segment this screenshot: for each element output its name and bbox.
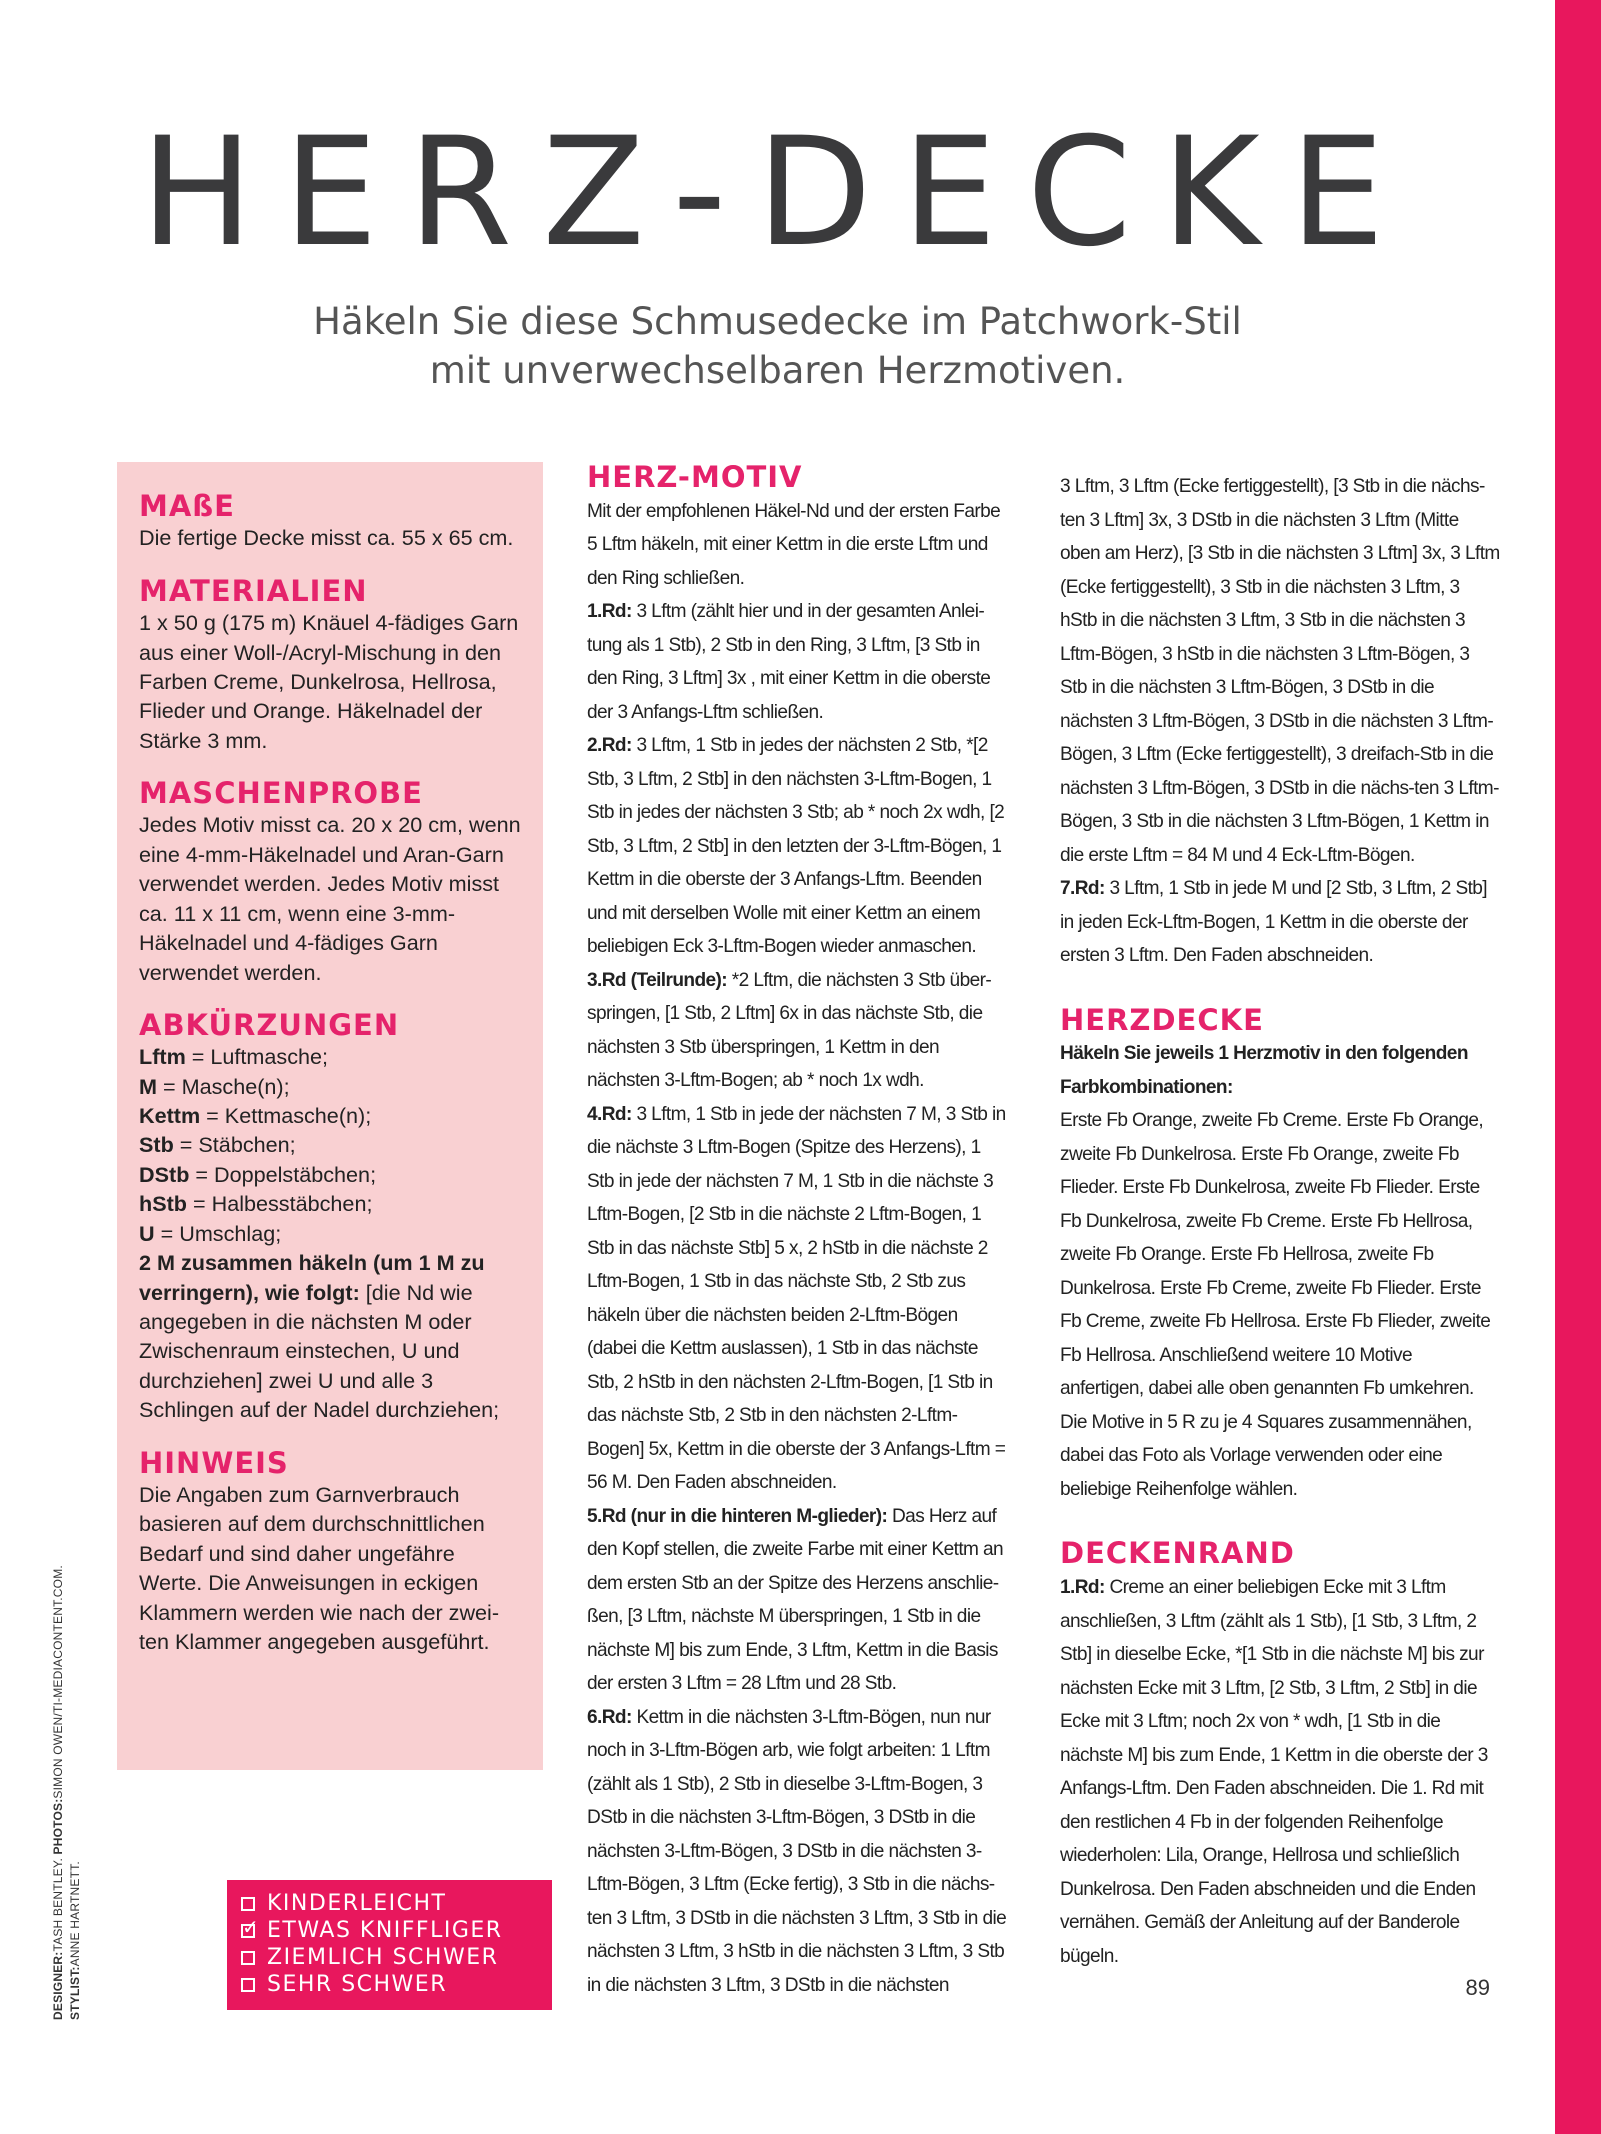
abbreviation-item: U = Umschlag; xyxy=(139,1220,282,1246)
round-paragraph: 7.Rd: 3 Lftm, 1 Stb in jede M und [2 Stb, 3 Lftm, 2 Stb] in jeden Eck-Lftm-Bogen, 1 Kettm in die oberste der ersten 3 Lftm. Den Faden abschneiden. xyxy=(1060,878,1488,966)
column-right xyxy=(1060,470,1500,1973)
round-paragraph: 3.Rd (Teilrunde): *2 Lftm, die nächsten 3 Stb über-springen, [1 Stb, 2 Lftm] 6x in das nächste Stb, die nächsten 3 Stb überspringen, 1 Kettm in den nächsten 3-Lftm-Bogen; ab * noch 1x wdh. xyxy=(587,969,992,1092)
deckenrand-heading: DECKENRAND xyxy=(1060,1536,1295,1571)
deckenrand-text: 1.Rd: Creme an einer beliebigen Ecke mit 3 Lftm anschließen, 3 Lftm (zählt als 1 Stb), [1 Stb, 3 Lftm, 2 Stb] in dieselbe Ecke, *[1 Stb in die nächste M] bis zur nächsten Ecke mit 3 Lftm, [2 Stb, 3 Lftm, 2 Stb] in die Ecke mit 3 Lftm; noch 2x von * wdh, [1 Stb in die nächste M] bis zum Ende, 1 Kettm in die oberste der 3 Anfangs-Lftm. Den Faden abschneiden. Die 1. Rd mit den restlichen 4 Fb in der folgenden Reihenfolge wiederholen: Lila, Orange, Hellrosa und schließlich Dunkelrosa. Den Faden abschneiden und die Enden vernähen. Gemäß der Anleitung auf der Banderole bügeln. xyxy=(1060,1577,1488,1967)
abbreviation-item: Kettm = Kettmasche(n); xyxy=(139,1103,372,1129)
checkbox-icon xyxy=(241,1897,255,1911)
difficulty-rating xyxy=(227,1880,552,2010)
subtitle-line-1: Häkeln Sie diese Schmusedecke im Patchwork-Stil xyxy=(313,300,1242,343)
hinweis-text: Die Angaben zum Garnverbrauch basieren auf dem durchschnittlichen Bedarf und sind daher ungefähre Werte. Die Anweisungen in eckigen Klammern werden wie nach der zwei-ten Klammer angegeben ausgeführt. xyxy=(139,1481,500,1654)
maschenprobe-text: Jedes Motiv misst ca. 20 x 20 cm, wenn eine 4-mm-Häkelnadel und Aran-Garn verwendet werden. Jedes Motiv misst ca. 11 x 11 cm, wenn eine 3-mm-Häkelnadel und 4-fädiges Garn verwendet werden. xyxy=(139,812,521,985)
herzdecke-heading: HERZDECKE xyxy=(1060,1002,1264,1037)
column-herzmotiv xyxy=(587,460,1007,2002)
abbreviation-list xyxy=(139,1042,521,1424)
checkbox-icon xyxy=(241,1951,255,1965)
rating-option: KINDERLEICHT xyxy=(227,1890,552,1917)
rating-option: SEHR SCHWER xyxy=(227,1971,552,1998)
abbreviation-item: DStb = Doppelstäbchen; xyxy=(139,1161,377,1187)
masse-text: Die fertige Decke misst ca. 55 x 65 cm. xyxy=(139,525,514,551)
rating-option-selected: ✓ ETWAS KNIFFLIGER xyxy=(242,1914,503,1943)
abbreviation-item: Lftm = Luftmasche; xyxy=(139,1044,329,1070)
credits-line-1: DESIGNER:TASH BENTLEY. PHOTOS:SIMON OWEN/TI-MEDIACONTENT.COM. xyxy=(51,1565,65,2020)
herzmotiv-heading: HERZ-MOTIV xyxy=(587,460,803,494)
maschenprobe-heading: MASCHENPROBE xyxy=(139,776,423,811)
hinweis-heading: HINWEIS xyxy=(139,1445,289,1480)
materialien-heading: MATERIALIEN xyxy=(139,573,368,608)
abbreviation-item: hStb = Halbesstäbchen; xyxy=(139,1191,373,1217)
checkbox-icon xyxy=(241,1978,255,1992)
checked-checkbox-icon: ✓ xyxy=(242,1914,261,1939)
masse-heading: MAßE xyxy=(139,489,235,523)
round-paragraph: 5.Rd (nur in die hinteren M-glieder): Das Herz auf den Kopf stellen, die zweite Farbe mit einer Kettm an dem ersten Stb an der Spitze des Herzens anschlie-ßen, [3 Lftm, nächste M überspringen, 1 Stb in die nächste M] bis zum Ende, 3 Lftm, Kettm in die Basis der ersten 3 Lftm = 28 Lftm und 28 Stb. xyxy=(587,1505,1004,1695)
abkuerzungen-heading: ABKÜRZUNGEN xyxy=(139,1007,400,1042)
materialien-text: 1 x 50 g (175 m) Knäuel 4-fädiges Garn aus einer Woll-/Acryl-Mischung in den Farben Creme, Dunkelrosa, Hellrosa, Flieder und Orange. Häkelnadel der Stärke 3 mm. xyxy=(139,610,519,753)
page-subtitle xyxy=(0,298,1555,396)
subtitle-line-2: mit unverwechselbaren Herzmotiven. xyxy=(429,348,1126,392)
photo-credits xyxy=(50,1565,84,2020)
round-paragraph: 4.Rd: 3 Lftm, 1 Stb in jede der nächsten 7 M, 3 Stb in die nächste 3 Lftm-Bogen (Spitze des Herzens), 1 Stb in jede der nächsten 7 M, 1 Stb in die nächste 3 Lftm-Bogen, [2 Stb in die nächste 2 Lftm-Bogen, 1 Stb in das nächste Stb] 5 x, 2 hStb in die nächste 2 Lftm-Bogen, 1 Stb in das nächste Stb, 2 Stb zus häkeln über die nächsten beiden 2-Lftm-Bögen (dabei die Kettm auslassen), 1 Stb in das nächste Stb, 2 hStb in den nächsten 2-Lftm-Bogen, [1 Stb in das nächste Stb, 2 Stb in den nächsten 2-Lftm-Bogen] 5x, Kettm in die oberste der 3 Anfangs-Lftm = 56 M. Den Faden abschneiden. xyxy=(587,1103,1006,1494)
round-paragraph: 2.Rd: 3 Lftm, 1 Stb in jedes der nächsten 2 Stb, *[2 Stb, 3 Lftm, 2 Stb] in den nächsten 3-Lftm-Bogen, 1 Stb in jedes der nächsten 3 Stb; ab * noch 2x wdh, [2 Stb, 3 Lftm, 2 Stb] in den letzten der 3-Lftm-Bögen, 1 Kettm in die oberste der 3 Anfangs-Lftm. Beenden und mit derselben Wolle mit einer Kettm an einem beliebigen Eck 3-Lftm-Bogen wieder anmaschen. xyxy=(587,735,1005,958)
credits-line-2: STYLIST:ANNE HARTNETT. xyxy=(68,1861,82,2020)
info-sidebar xyxy=(117,462,543,1770)
herzmotiv-intro: Mit der empfohlenen Häkel-Nd und der ersten Farbe 5 Lftm häkeln, mit einer Kettm in die erste Lftm und den Ring schließen. xyxy=(587,500,1001,589)
round-paragraph: 1.Rd: 3 Lftm (zählt hier und in der gesamten Anlei-tung als 1 Stb), 2 Stb in den Ring, 3 Lftm, [3 Stb in den Ring, 3 Lftm] 3x , mit einer Kettm in die oberste der 3 Anfangs-Lftm schließen. xyxy=(587,601,991,723)
herzmotiv-continuation: 3 Lftm, 3 Lftm (Ecke fertiggestellt), [3 Stb in die nächs-ten 3 Lftm] 3x, 3 DStb in die nächsten 3 Lftm (Mitte oben am Herz), [3 Stb in die nächsten 3 Lftm] 3x, 3 Lftm (Ecke fertiggestellt), 3 Stb in die nächsten 3 Lftm, 3 hStb in die nächsten 3 Lftm, 3 Stb in die nächsten 3 Lftm-Bögen, 3 hStb in die nächsten 3 Lftm-Bögen, 3 Stb in die nächsten 3 Lftm-Bögen, 3 DStb in die nächsten 3 Lftm-Bögen, 3 DStb in die nächsten 3 Lftm-Bögen, 3 Lftm (Ecke fertiggestellt), 3 dreifach-Stb in die nächsten 3 Lftm-Bögen, 3 DStb in die nächs-ten 3 Lftm-Bögen, 3 Stb in die nächsten 3 Lftm-Bögen, 1 Kettm in die erste Lftm = 84 M und 4 Eck-Lftm-Bögen. xyxy=(1060,476,1500,866)
page-number: 89 xyxy=(1465,1975,1490,2000)
round-paragraph: 6.Rd: Kettm in die nächsten 3-Lftm-Bögen, nun nur noch in 3-Lftm-Bögen arb, wie folgt arbeiten: 1 Lftm (zählt als 1 Stb), 2 Stb in dieselbe 3-Lftm-Bogen, 3 DStb in die nächsten 3-Lftm-Bögen, 3 DStb in die nächsten 3-Lftm-Bögen, 3 DStb in die nächsten 3-Lftm-Bögen, 3 Lftm (Ecke fertig), 3 Stb in die nächs-ten 3 Lftm, 3 DStb in die nächsten 3 Lftm, 3 Stb in die nächsten 3 Lftm, 3 hStb in die nächsten 3 Lftm, 3 Stb in die nächsten 3 Lftm, 3 DStb in die nächsten xyxy=(587,1706,1007,1996)
abbreviation-special: 2 M zusammen häkeln (um 1 M zu verringern), wie folgt: [die Nd wie angegeben in die nächsten M oder Zwischenraum einstechen, U und durchziehen] zwei U und alle 3 Schlingen auf der Nadel durchziehen; xyxy=(139,1250,500,1423)
abbreviation-item: Stb = Stäbchen; xyxy=(139,1132,296,1158)
page-title: HERZ-DECKE xyxy=(140,106,1415,280)
rating-option: ZIEMLICH SCHWER xyxy=(227,1944,552,1971)
page-edge-stripe xyxy=(1555,0,1601,2134)
herzdecke-text: Erste Fb Orange, zweite Fb Creme. Erste Fb Orange, zweite Fb Dunkelrosa. Erste Fb Orange, zweite Fb Flieder. Erste Fb Dunkelrosa, zweite Fb Flieder. Erste Fb Dunkelrosa, zweite Fb Creme. Erste Fb Hellrosa, zweite Fb Orange. Erste Fb Hellrosa, zweite Fb Dunkelrosa. Erste Fb Creme, zweite Fb Flieder. Erste Fb Creme, zweite Fb Hellrosa. Erste Fb Flieder, zweite Fb Hellrosa. Anschließend weitere 10 Motive anfertigen, dabei alle oben genannten Fb umkehren. Die Motive in 5 R zu je 4 Squares zusammennähen, dabei das Foto als Vorlage verwenden oder eine beliebige Reihenfolge wählen. xyxy=(1060,1110,1491,1500)
abbreviation-item: M = Masche(n); xyxy=(139,1073,290,1099)
herzdecke-lead: Häkeln Sie jeweils 1 Herzmotiv in den folgenden Farbkombinationen: xyxy=(1060,1043,1468,1098)
